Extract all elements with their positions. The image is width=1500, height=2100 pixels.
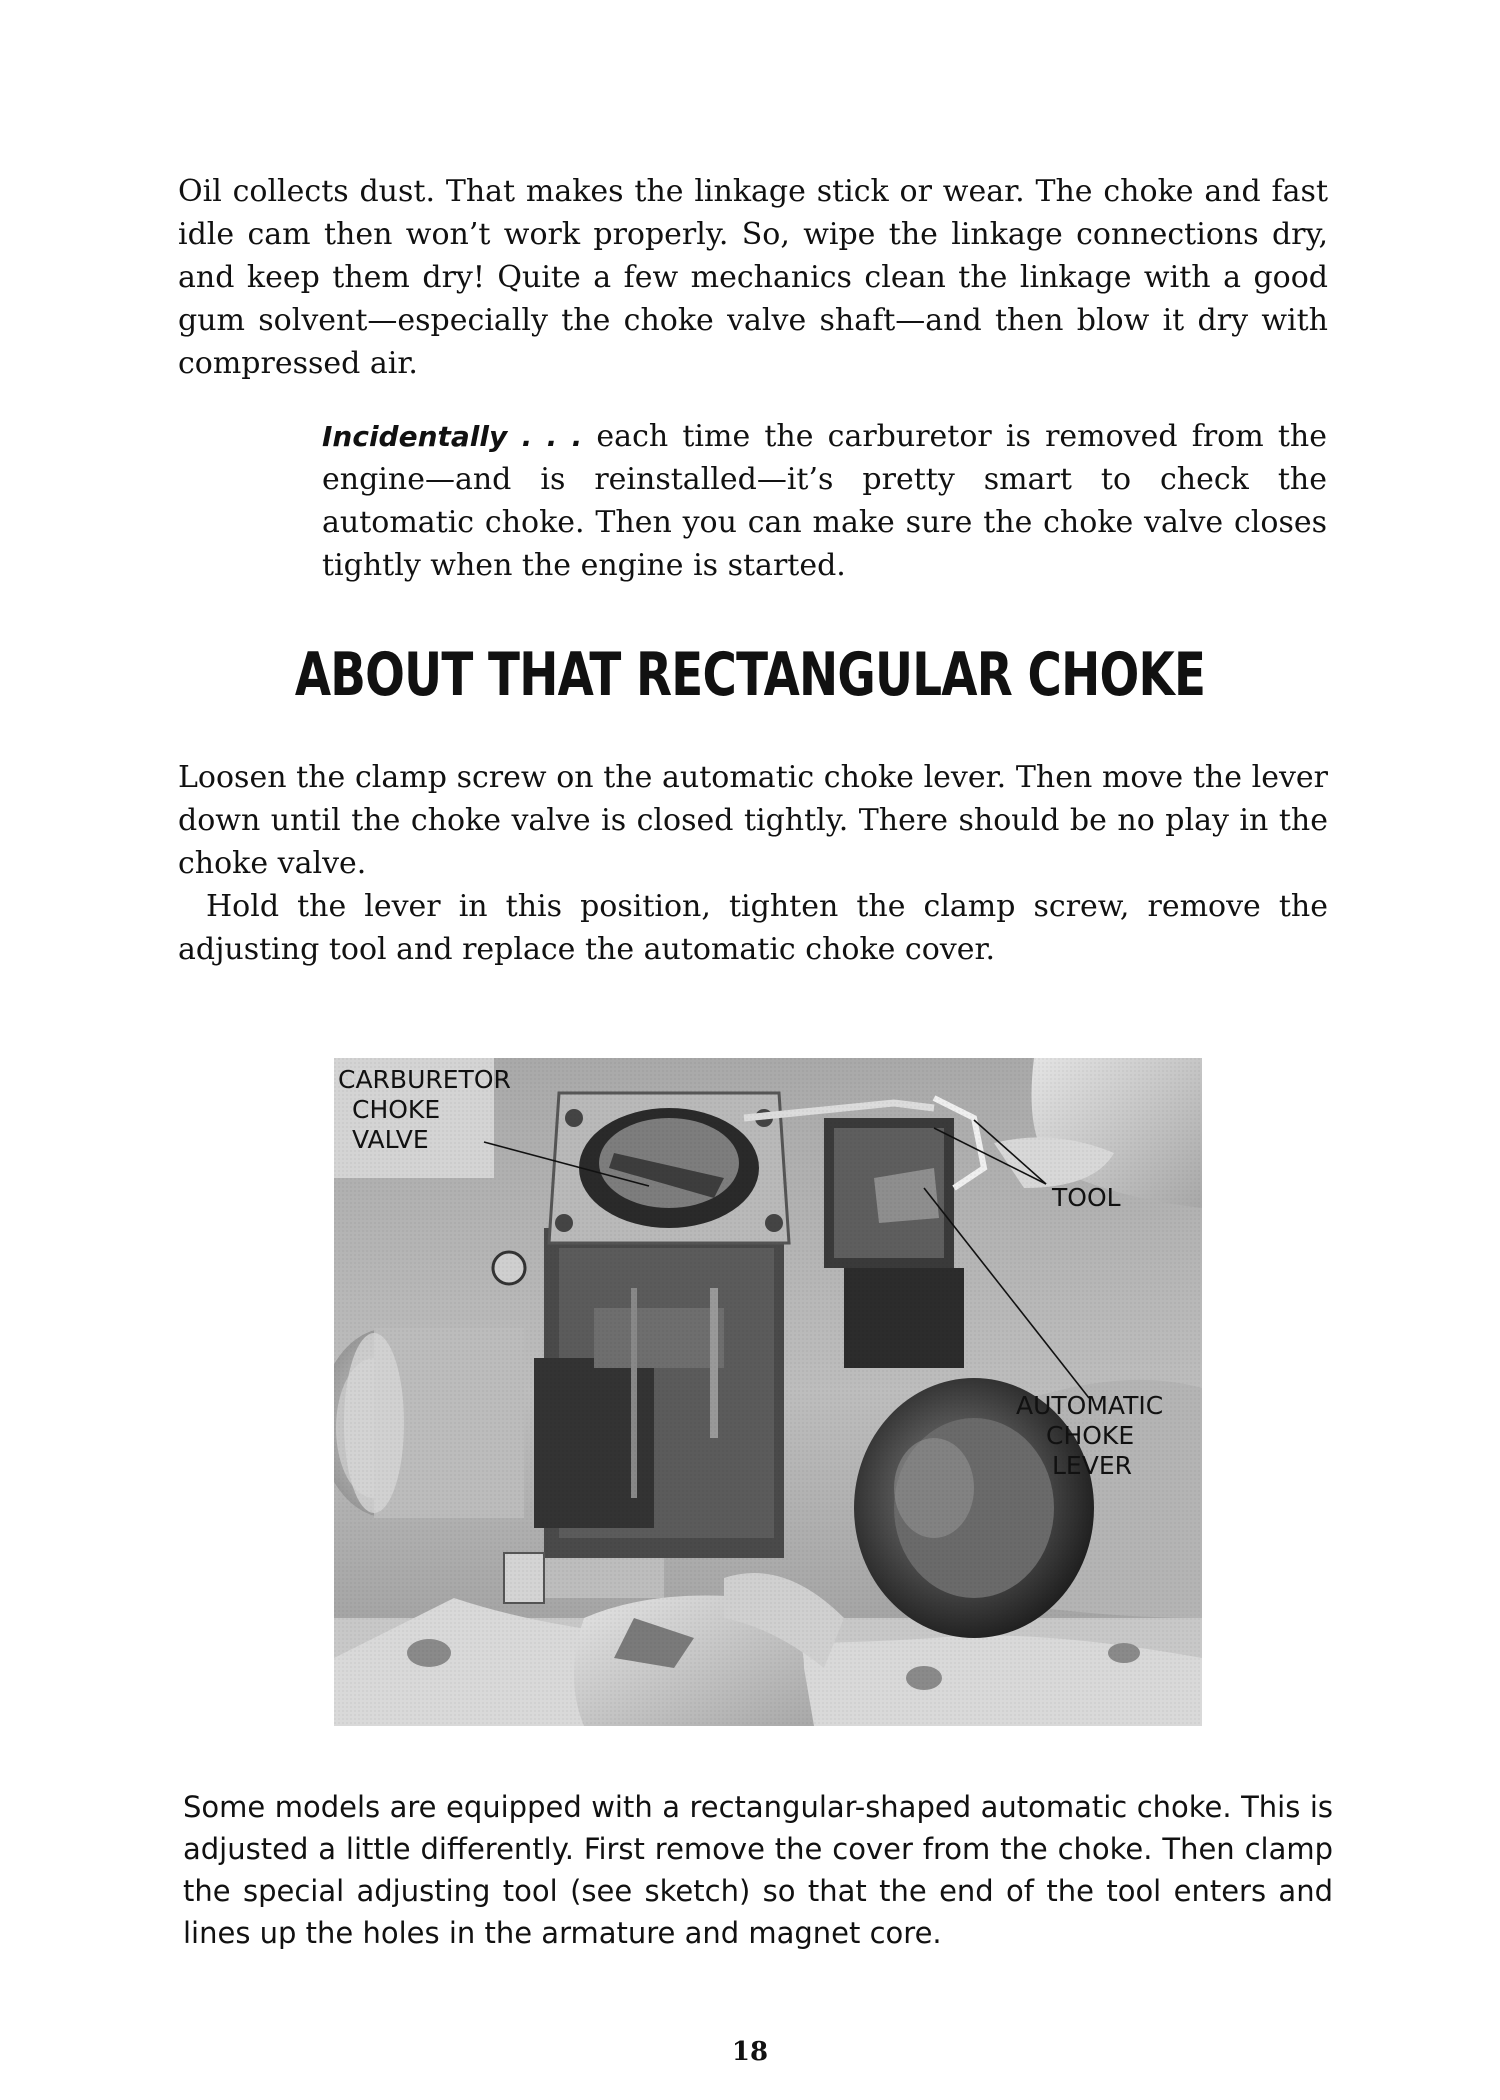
callout-lever-line-3: LEVER bbox=[1052, 1451, 1132, 1480]
hold-paragraph bbox=[178, 885, 1328, 971]
incidentally-text: each time the carburetor is removed from the engine—and is reinstalled—it’s pretty smart to check the automatic choke. Then you can make sure the choke valve closes tightly when the engine is started. bbox=[322, 419, 1327, 583]
callout-lever-line-1: AUTOMATIC bbox=[1016, 1391, 1164, 1420]
callout-lever-line-2: CHOKE bbox=[1046, 1421, 1135, 1450]
intro-paragraph: Oil collects dust. That makes the linkage stick or wear. The choke and fast idle cam then won’t work properly. So, wipe the linkage connections dry, and keep them dry! Quite a few mechanics clean the linkage with a good gum solvent—especially the choke valve shaft—and then blow it dry with compressed air. bbox=[178, 174, 1328, 381]
incidentally-lead: Incidentally . . . bbox=[322, 420, 583, 453]
page-number: 18 bbox=[731, 2037, 769, 2067]
callout-carburetor-line-3: VALVE bbox=[352, 1125, 429, 1154]
loosen-paragraph: Loosen the clamp screw on the automatic choke lever. Then move the lever down until the choke valve is closed tightly. There should be no play in the choke valve. bbox=[178, 760, 1328, 881]
callout-carburetor-line-1: CARBURETOR bbox=[338, 1065, 511, 1094]
hold-paragraph-text: Hold the lever in this position, tighten the clamp screw, remove the adjusting tool and replace the automatic choke cover. bbox=[178, 889, 1328, 967]
carburetor-photo bbox=[334, 1058, 1202, 1726]
section-heading: ABOUT THAT RECTANGULAR CHOKE bbox=[294, 640, 1206, 710]
callout-tool: TOOL bbox=[1052, 1183, 1121, 1212]
rectangular-choke-paragraph: Some models are equipped with a rectangular-shaped automatic choke. This is adjusted a little differently. First remove the cover from the choke. Then clamp the special adjusting tool (see sketch) so that the end of the tool enters and lines up the holes in the armature and magnet core. bbox=[183, 1790, 1333, 1950]
callout-carburetor-line-2: CHOKE bbox=[352, 1095, 441, 1124]
incidentally-paragraph bbox=[322, 415, 1327, 587]
